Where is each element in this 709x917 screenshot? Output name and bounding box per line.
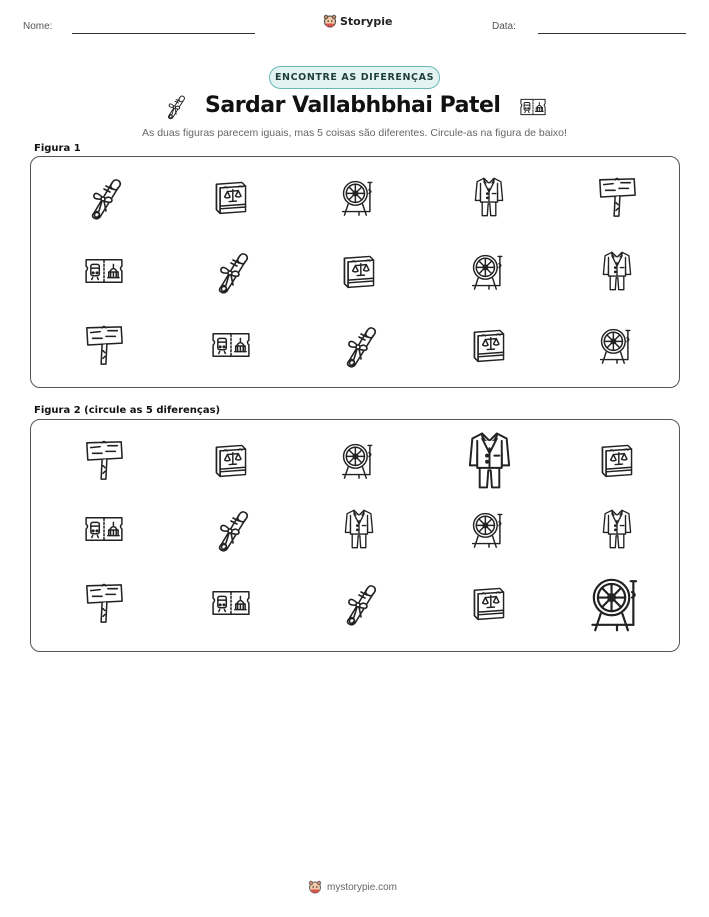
diploma-scroll-icon[interactable] — [211, 505, 251, 553]
law-book-icon[interactable] — [597, 440, 637, 480]
spinning-wheel-icon[interactable] — [339, 440, 379, 480]
suit-icon[interactable] — [342, 506, 376, 552]
storypie-mascot-icon — [308, 880, 322, 894]
spinning-wheel-icon — [469, 251, 509, 291]
spinning-wheel-icon[interactable] — [469, 509, 509, 549]
spinning-wheel-icon[interactable] — [587, 573, 647, 633]
signpost-icon — [83, 322, 125, 368]
suit-icon — [600, 248, 634, 294]
activity-badge: ENCONTRE AS DIFERENÇAS — [269, 66, 440, 89]
ticket-icon[interactable] — [83, 513, 125, 545]
suit-icon — [472, 174, 506, 220]
law-book-icon — [469, 325, 509, 365]
signpost-icon[interactable] — [83, 437, 125, 483]
diploma-scroll-icon — [211, 247, 251, 295]
suit-icon[interactable] — [465, 427, 514, 494]
footer-url: mystorypie.com — [327, 881, 398, 893]
page-title: Sardar Vallabhbhai Patel — [205, 93, 501, 118]
diploma-scroll-icon — [339, 321, 379, 369]
figure-1-panel — [30, 156, 680, 388]
law-book-icon — [211, 177, 251, 217]
law-book-icon[interactable] — [211, 440, 251, 480]
date-label: Data: — [492, 21, 516, 32]
figure-2-label: Figura 2 (circule as 5 diferenças) — [34, 405, 221, 416]
ticket-icon — [519, 96, 547, 122]
spinning-wheel-icon — [339, 177, 379, 217]
figure-1-label: Figura 1 — [34, 143, 81, 154]
ticket-icon[interactable] — [210, 587, 252, 619]
spinning-wheel-icon — [597, 325, 637, 365]
diploma-scroll-icon — [84, 173, 124, 221]
footer — [308, 880, 397, 894]
storypie-mascot-icon — [323, 14, 337, 28]
ticket-icon — [83, 255, 125, 287]
diploma-scroll-icon[interactable] — [339, 579, 379, 627]
instructions: As duas figuras parecem iguais, mas 5 coisas são diferentes. Circule-as na figura de baixo! — [142, 127, 567, 139]
signpost-icon — [596, 174, 638, 220]
diploma-scroll-icon — [160, 92, 190, 124]
signpost-icon[interactable] — [83, 580, 125, 626]
figure-2-panel[interactable] — [30, 419, 680, 652]
ticket-icon — [210, 329, 252, 361]
name-label: Nome: — [23, 21, 53, 32]
date-field[interactable] — [538, 33, 686, 34]
law-book-icon — [339, 251, 379, 291]
law-book-icon[interactable] — [469, 583, 509, 623]
suit-icon[interactable] — [600, 506, 634, 552]
brand-name: Storypie — [340, 14, 393, 28]
brand-logo — [323, 14, 392, 28]
name-field[interactable] — [72, 33, 255, 34]
